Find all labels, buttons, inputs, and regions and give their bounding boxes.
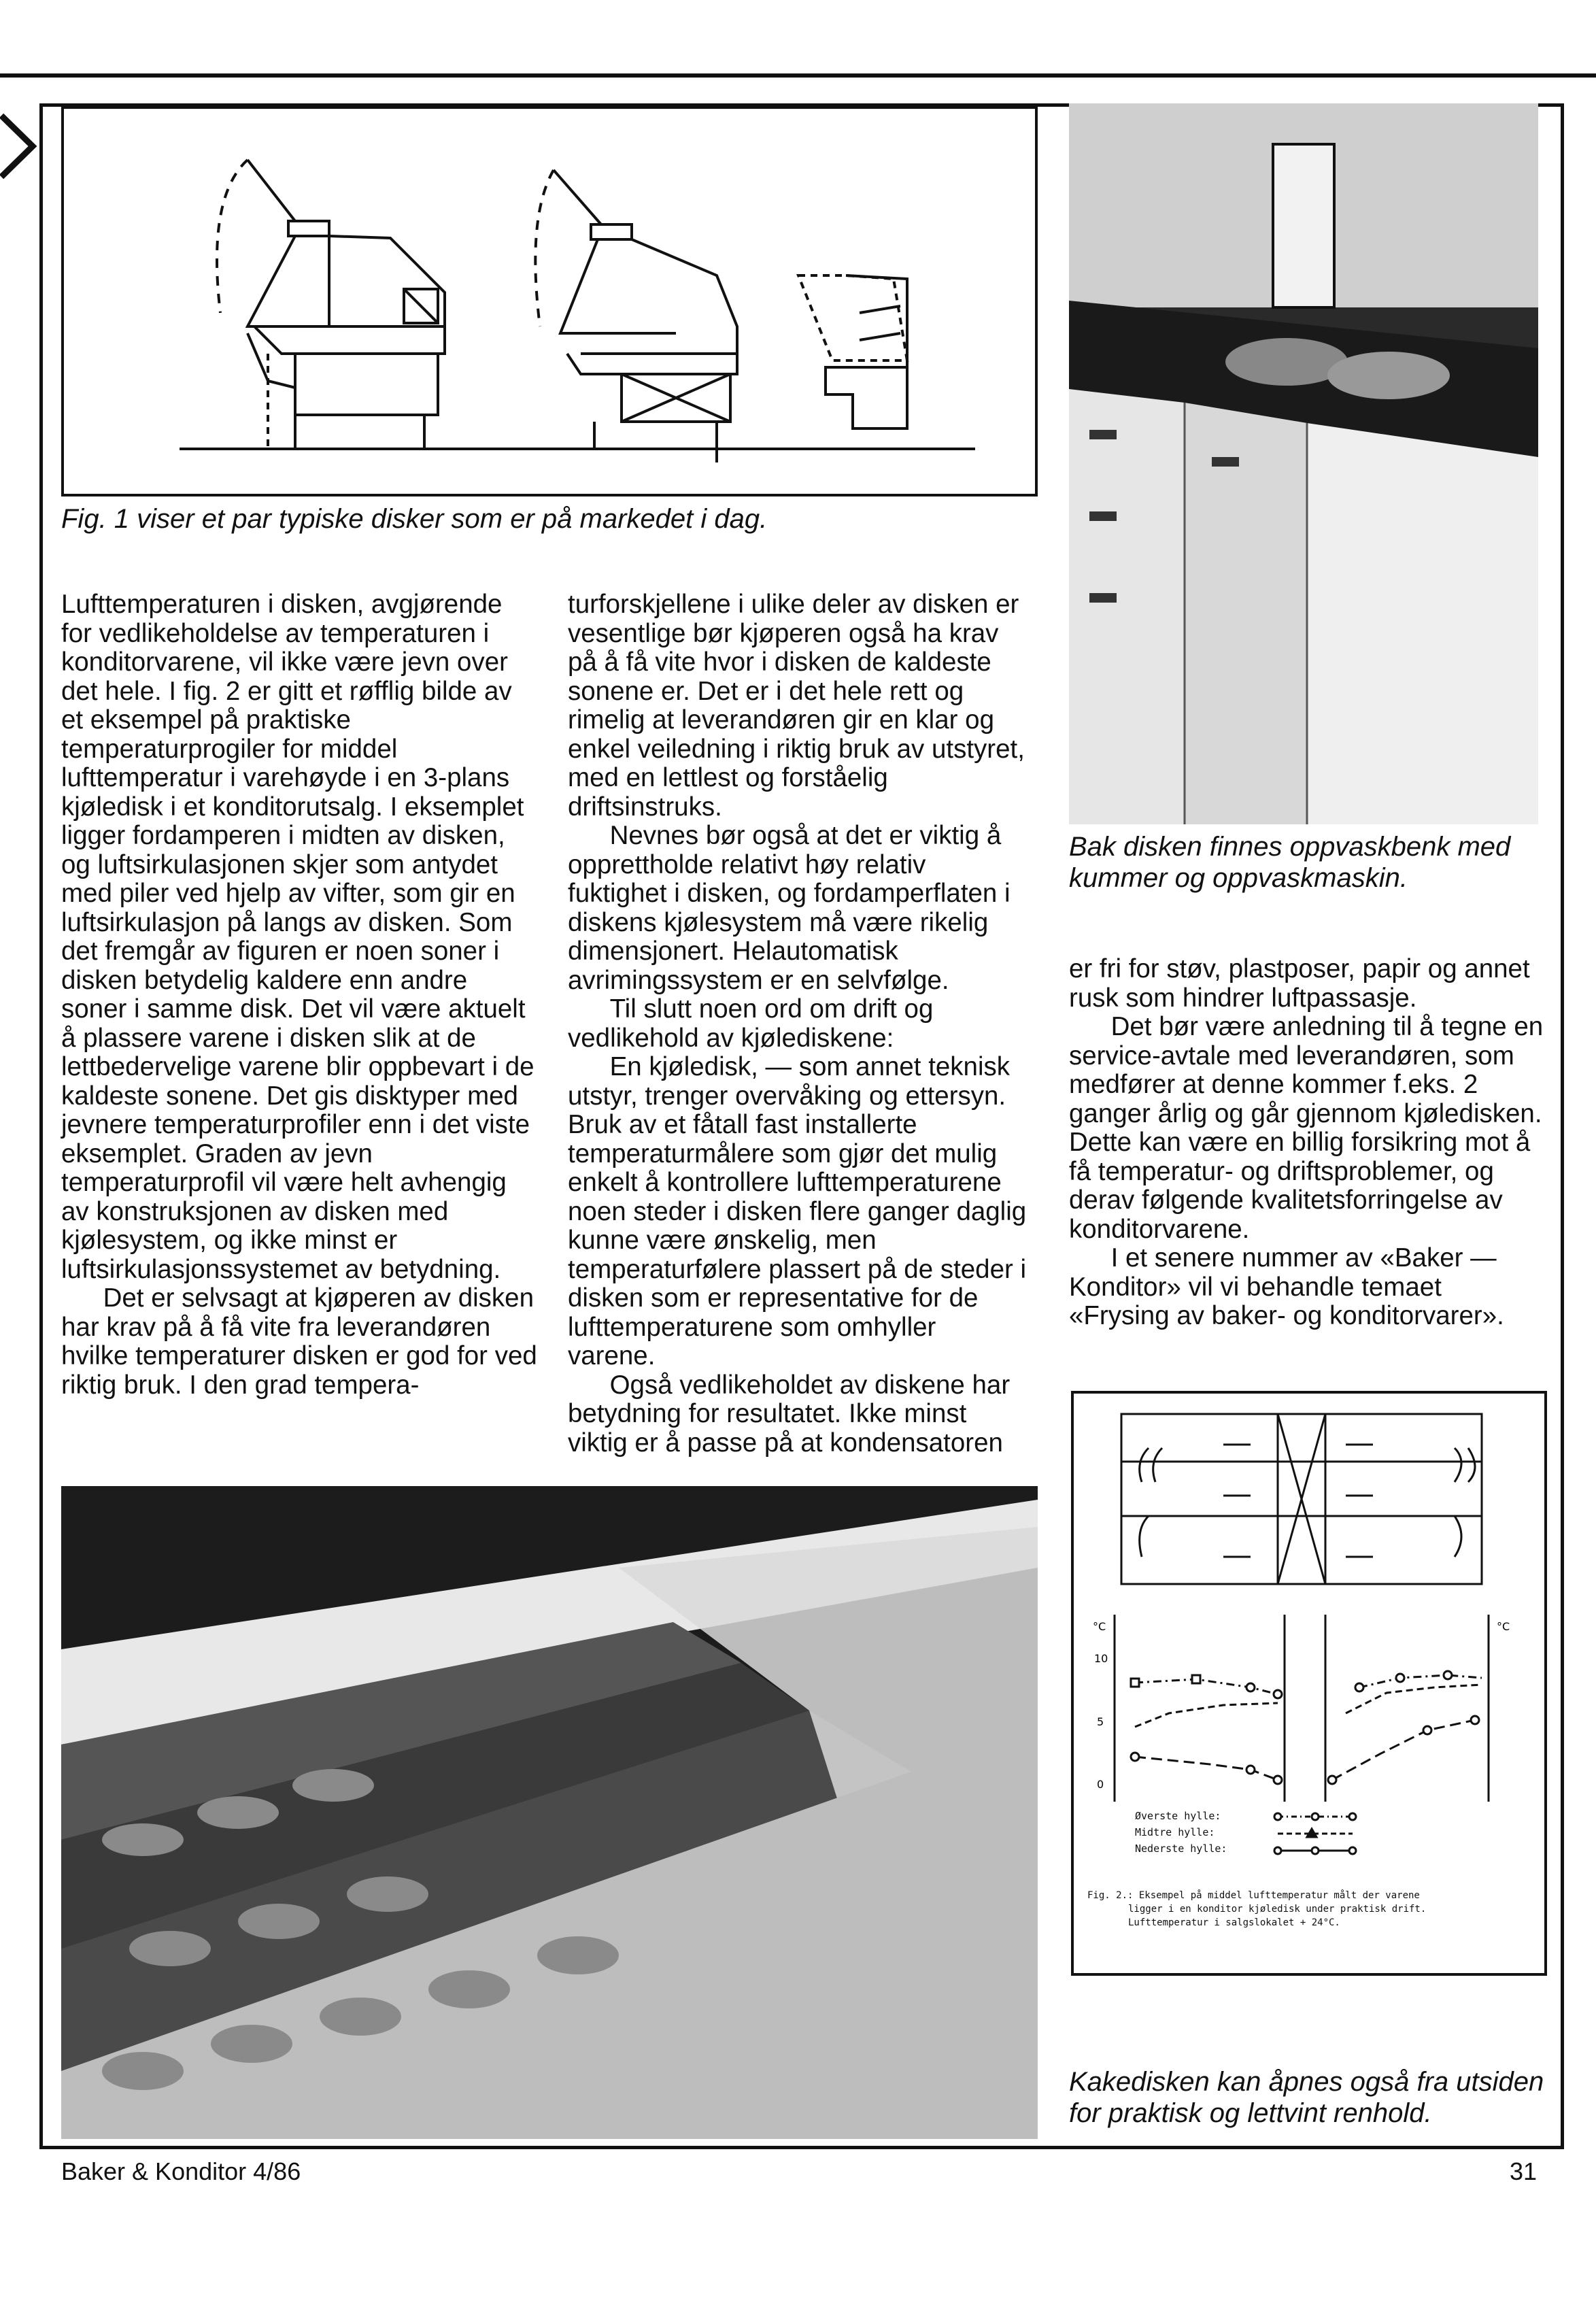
photo-1-caption: Bak disken finnes oppvaskbenk med kummer og oppvaskmaskin. [1069, 832, 1511, 893]
y-tick-label: 10 [1094, 1652, 1108, 1665]
legend-item-middle-shelf: Midtre hylle: [1135, 1826, 1215, 1838]
figure-1-counter-drawings [61, 106, 1038, 496]
footer-publication: Baker & Konditor 4/86 [61, 2157, 301, 2185]
paragraph: Det er selvsagt at kjøperen av disken har krav på å få vite fra leverandøren hvilke temperaturer disken er god for ved riktig bruk. I den grad tempera- [61, 1283, 537, 1400]
paragraph: Til slutt noen ord om drift og vedlikehold av kjølediskene: [568, 994, 934, 1053]
article-column-2 [568, 590, 1030, 1458]
photo-cake-display-counter [61, 1486, 1038, 2139]
article-column-1 [61, 590, 537, 1400]
paragraph: Lufttemperaturen i disken, avgjørende for vedlikeholdelse av temperaturen i konditorvarene, vil ikke være jevn over det hele. I fig. 2 er gitt et røfflig bilde av et eksempel på praktiske temperaturprogiler for middel lufttemperatur i varehøyde i en 3-plans kjøledisk i et konditorutsalg. I eksemplet ligger fordamperen i midten av disken, og luftsirkulasjonen skjer som antydet med piler ved hjelp av vifter, som gir en luftsirkulasjon på langs av disken. Som det fremgår av figuren er noen soner i disken betydelig kaldere enn andre soner i samme disk. Det vil være aktuelt å plassere varene i disken slik at de lettbedervelige varene blir oppbevart i de kaldeste sonene. Det gis disktyper med jevnere temperaturprofiler enn i det viste eksemplet. Graden av jevn temperaturprofil vil være helt avhengig av konstruksjonen av disken med kjølesystem, og ikke minst er luftsirkulasjonssystemet av betydning. [61, 590, 534, 1284]
page-number: 31 [1510, 2157, 1538, 2185]
legend-item-bottom-shelf: Nederste hylle: [1135, 1842, 1227, 1855]
paragraph: Også vedlikeholdet av diskene har betydning for resultatet. Ikke minst viktig er å passe på at kondensatoren [568, 1370, 1011, 1458]
article-column-3 [1069, 955, 1545, 1331]
legend-markers [1271, 1810, 1407, 1864]
y-axis-unit-left: °C [1093, 1620, 1106, 1633]
legend-item-top-shelf: Øverste hylle: [1135, 1810, 1221, 1822]
paragraph: turforskjellene i ulike deler av disken er vesentlige bør kjøperen også ha krav på å få vite hvor i disken de kaldeste sonene er. Det er i det hele rett og rimelig at leverandøren gir en klar og enkel veiledning i riktig bruk av utstyret, med en lettlest og forståelig driftsinstruks. [568, 590, 1025, 822]
caption-line: Lufttemperatur i salgslokalet + 24°C. [1128, 1917, 1340, 1928]
chevron-right-icon [0, 109, 41, 184]
photo-dishwashing-bench [1069, 103, 1538, 824]
photo-2-caption: Kakedisken kan åpnes også fra utsiden for praktisk og lettvint renhold. [1069, 2067, 1544, 2128]
figure-2-temperature-profile [1071, 1391, 1547, 1976]
top-rule [0, 73, 1596, 78]
y-tick-label: 5 [1097, 1715, 1104, 1728]
paragraph: I et senere nummer av «Baker — Konditor» vil vi behandle temaet «Frysing av baker- og konditorvarer». [1069, 1243, 1504, 1330]
caption-line: Fig. 2.: Eksempel på middel lufttemperatur målt der varene [1087, 1890, 1420, 1901]
paragraph: Det bør være anledning til å tegne en service-avtale med leverandøren, som medfører at denne kommer f.eks. 2 ganger årlig og går gjennom kjøledisken. Dette kan være en billig forsikring mot å få temperatur- og driftsproblemer, og derav følgende kvalitetsforringelse av konditorvarene. [1069, 1012, 1544, 1244]
temperature-profile-diagram [1074, 1394, 1544, 1802]
counter-drawings-illustration [64, 109, 1035, 494]
y-axis-unit-right: °C [1497, 1620, 1510, 1633]
legend [1135, 1810, 1227, 1855]
paragraph: En kjøledisk, — som annet teknisk utstyr, trenger overvåking og ettersyn. Bruk av et fåtall fast installerte temperaturmålere som gjør det mulig enkelt å kontrollere lufttemperaturene noen steder i disken flere ganger daglig kunne være ønskelig, men temperaturfølere plassert på de steder i disken som er representative for de lufttemperaturene som omhyller varene. [568, 1052, 1027, 1370]
figure-1-caption: Fig. 1 viser et par typiske disker som er på markedet i dag. [61, 504, 768, 534]
y-tick-label: 0 [1097, 1778, 1104, 1791]
caption-line: ligger i en konditor kjøledisk under praktisk drift. [1128, 1904, 1427, 1915]
paragraph: Nevnes bør også at det er viktig å opprettholde relativt høy relativ fuktighet i disken, og fordamperflaten i diskens kjølesystem må være rikelig dimensjonert. Helautomatisk avrimingssystem er en selvfølge. [568, 821, 1011, 995]
paragraph: er fri for støv, plastposer, papir og annet rusk som hindrer luftpassasje. [1069, 954, 1530, 1013]
figure-2-caption [1087, 1889, 1426, 1930]
